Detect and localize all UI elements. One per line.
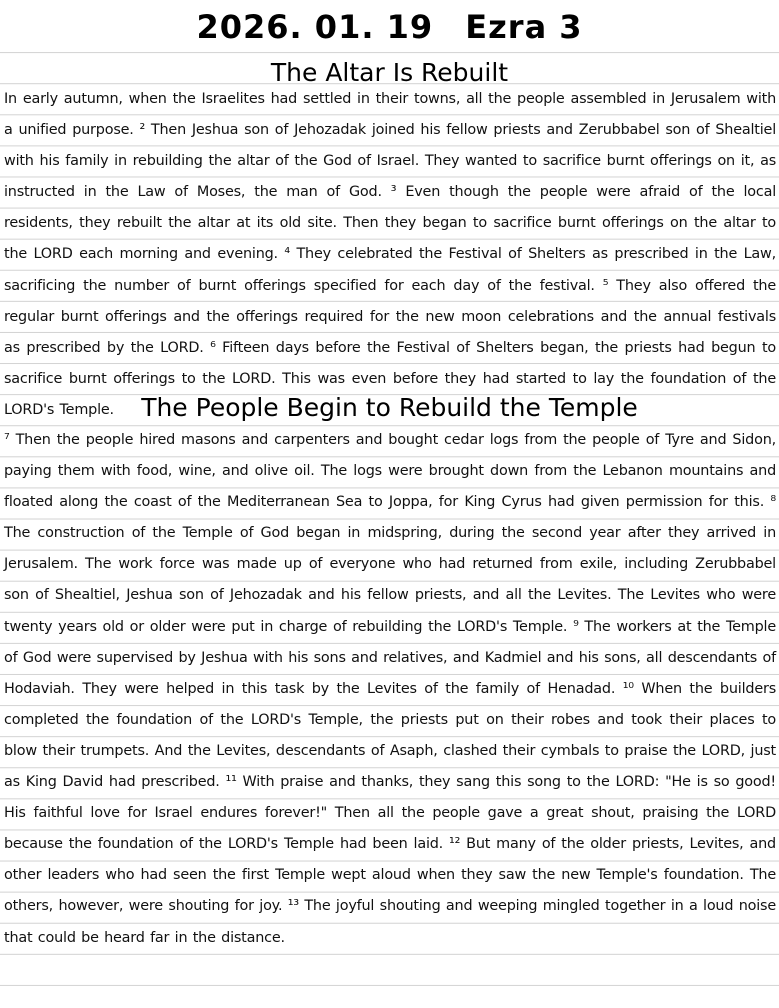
entry-date: 2026. 01. 19: [196, 8, 434, 46]
section-text: ⁷ Then the people hired masons and carpenters and bought cedar logs from the people of Tyre and Sidon, paying them with food, wine, and olive oil. The logs were brought down from the Lebanon mountains and floated along the coast of the Mediterranean Sea to Joppa, for King Cyrus had given permission for this. ⁸ The construction of the Temple of God began in midspring, during the second year after they arrived in Jerusalem. The work force was made up of everyone who had returned from exile, including Zerubbabel son of Shealtiel, Jeshua son of Jehozadak and his fellow priests, and all the Levites. The Levites who were twenty years old or older were put in charge of rebuilding the LORD's Temple. ⁹ The workers at the Temple of God were supervised by Jeshua with his sons and relatives, and Kadmiel and his sons, all descendants of Hodaviah. They were helped in this task by the Levites of the family of Henadad. ¹⁰ When the builders completed the foundation of the LORD's Temple, the priests put on their robes and took their places to blow their trumpets. And the Levites, descendants of Asaph, clashed their cymbals to praise the LORD, just as King David had prescribed. ¹¹ With praise and thanks, they sang this song to the LORD: "He is so good! His faithful love for Israel endures forever!" Then all the people gave a great shout, praising the LORD because the foundation of the LORD's Temple had been laid. ¹² But many of the older priests, Levites, and other leaders who had seen the first Temple wept aloud when they saw the new Temple's foundation. The others, however, were shouting for joy. ¹³ The joyful shouting and weeping mingled together in a loud noise that could be heard far in the distance.: [4, 432, 776, 946]
passage-reference: Ezra 3: [465, 8, 583, 46]
page-header: [0, 8, 779, 46]
section-heading: The People Begin to Rebuild the Temple: [141, 393, 638, 422]
section-heading: The Altar Is Rebuilt: [270, 58, 509, 87]
section-text: In early autumn, when the Israelites had settled in their towns, all the people assembled in Jerusalem with a unified purpose. ² Then Jeshua son of Jehozadak joined his fellow priests and Zerubbabel son of Shealtiel with his family in rebuilding the altar of the God of Israel. They wanted to sacrifice burnt offerings on it, as instructed in the Law of Moses, the man of God. ³ Even though the people were afraid of the local residents, they rebuilt the altar at its old site. Then they began to sacrifice burnt offerings on the altar to the LORD each morning and evening. ⁴ They celebrated the Festival of Shelters as prescribed in the Law, sacrificing the number of burnt offerings specified for each day of the festival. ⁵ They also offered the regular burnt offerings and the offerings required for the new moon celebrations and the annual festivals as prescribed by the LORD. ⁶ Fifteen days before the Festival of Shelters began, the priests had begun to sacrifice burnt offerings to the LORD. This was even before they had started to lay the foundation of the LORD's Temple.: [4, 91, 776, 418]
